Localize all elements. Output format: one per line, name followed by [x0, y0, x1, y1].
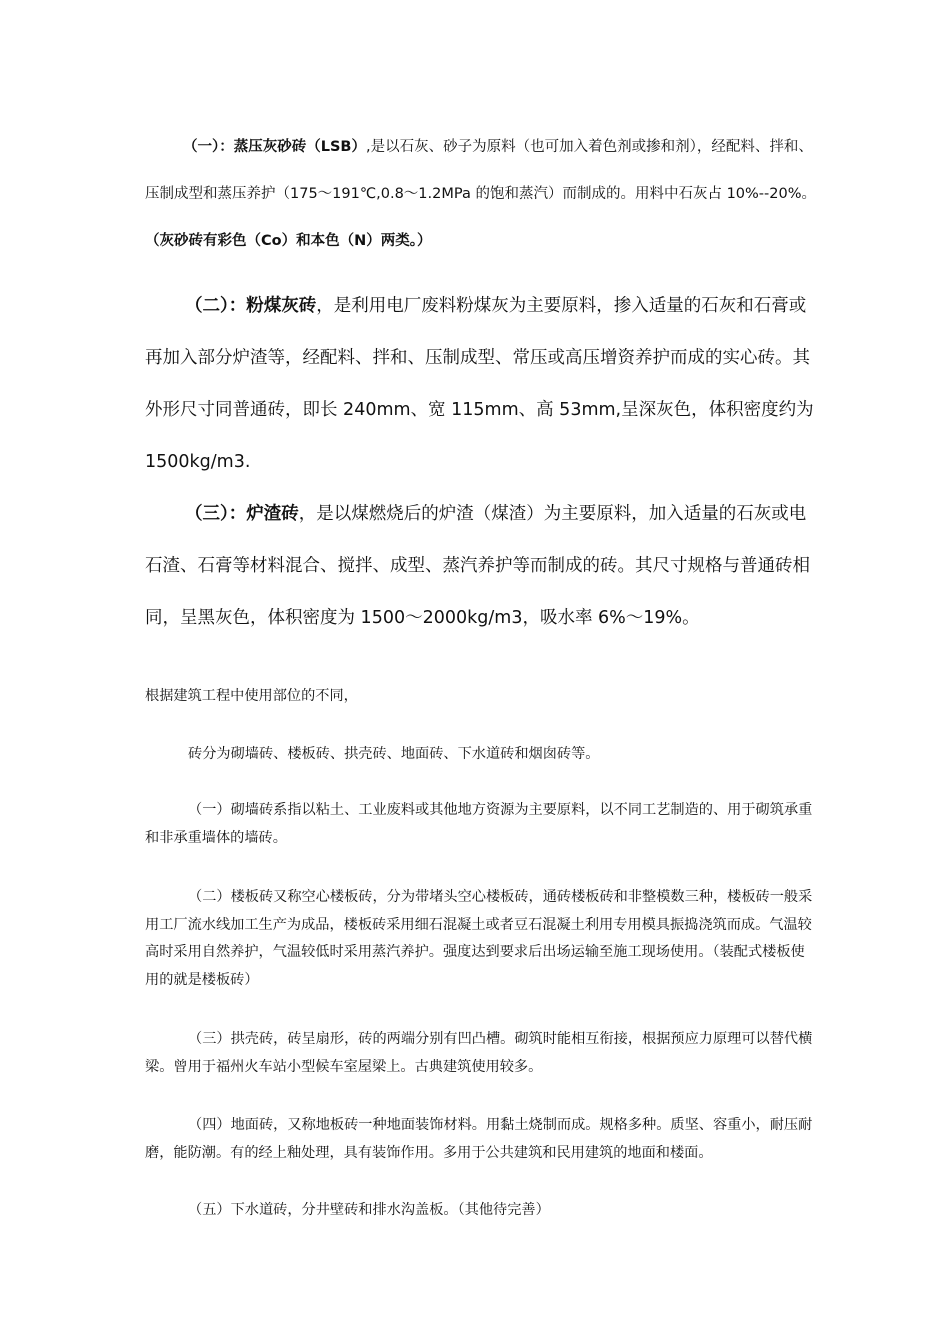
heading-lime-sand-brick: （一）：蒸压灰砂砖（LSB）	[183, 139, 366, 155]
item-sewer-brick: （五）下水道砖，分井壁砖和排水沟盖板。（其他待完善）	[188, 1202, 550, 1218]
note-lime-sand-brick: （灰砂砖有彩色（Co）和本色（N）两类。）	[145, 233, 432, 249]
heading-slag-brick: （三）：炉渣砖	[185, 504, 299, 524]
brick-types-line: 砖分为砌墙砖、楼板砖、拱壳砖、地面砖、下水道砖和烟囱砖等。	[188, 746, 600, 762]
paragraph-fly-ash-brick	[145, 280, 817, 488]
intro-line: 根据建筑工程中使用部位的不同，	[145, 688, 358, 704]
item-floor-slab-brick: （二）楼板砖又称空心楼板砖，分为带堵头空心楼板砖，通砖楼板砖和非整模数三种，楼板砖一般采用工厂流水线加工生产为成品，楼板砖采用细石混凝土或者豆石混凝土利用专用模具振捣浇筑而成。气温较高时采用自然养护，气温较低时采用蒸汽养护。强度达到要求后出场运输至施工现场使用。（装配式楼板使用的就是楼板砖）	[145, 889, 813, 988]
heading-fly-ash-brick: （二）：粉煤灰砖	[185, 296, 317, 316]
body-slag-brick: ，是以煤燃烧后的炉渣（煤渣）为主要原料，加入适量的石灰或电石渣、石膏等材料混合、搅拌、成型、蒸汽养护等而制成的砖。其尺寸规格与普通砖相同，呈黑灰色，体积密度为 1500～2000kg/m3，吸水率 6%～19%。	[145, 504, 810, 628]
paragraph-lime-sand-brick	[145, 124, 817, 265]
body-lime-sand-brick: ,是以石灰、砂子为原料（也可加入着色剂或掺和剂），经配料、拌和、压制成型和蒸压养护（175～191℃,0.8～1.2MPa 的饱和蒸汽）而制成的。用料中石灰占 10%--20%。	[145, 139, 816, 202]
body-fly-ash-brick: ，是利用电厂废料粉煤灰为主要原料，掺入适量的石灰和石膏或再加入部分炉渣等，经配料、拌和、压制成型、常压或高压增资养护而成的实心砖。其外形尺寸同普通砖，即长 240mm、宽 115mm、高 53mm,呈深灰色，体积密度约为 1500kg/m3.	[145, 296, 814, 472]
item-floor-tile: （四）地面砖，又称地板砖一种地面装饰材料。用黏土烧制而成。规格多种。质坚、容重小，耐压耐磨，能防潮。有的经上釉处理，具有装饰作用。多用于公共建筑和民用建筑的地面和楼面。	[145, 1117, 813, 1161]
item-wall-brick: （一）砌墙砖系指以粘土、工业废料或其他地方资源为主要原料，以不同工艺制造的、用于砌筑承重和非承重墙体的墙砖。	[145, 802, 813, 846]
paragraph-slag-brick	[145, 488, 817, 644]
item-arch-brick: （三）拱壳砖，砖呈扇形，砖的两端分别有凹凸槽。砌筑时能相互衔接，根据预应力原理可以替代横梁。曾用于福州火车站小型候车室屋梁上。古典建筑使用较多。	[145, 1031, 813, 1075]
